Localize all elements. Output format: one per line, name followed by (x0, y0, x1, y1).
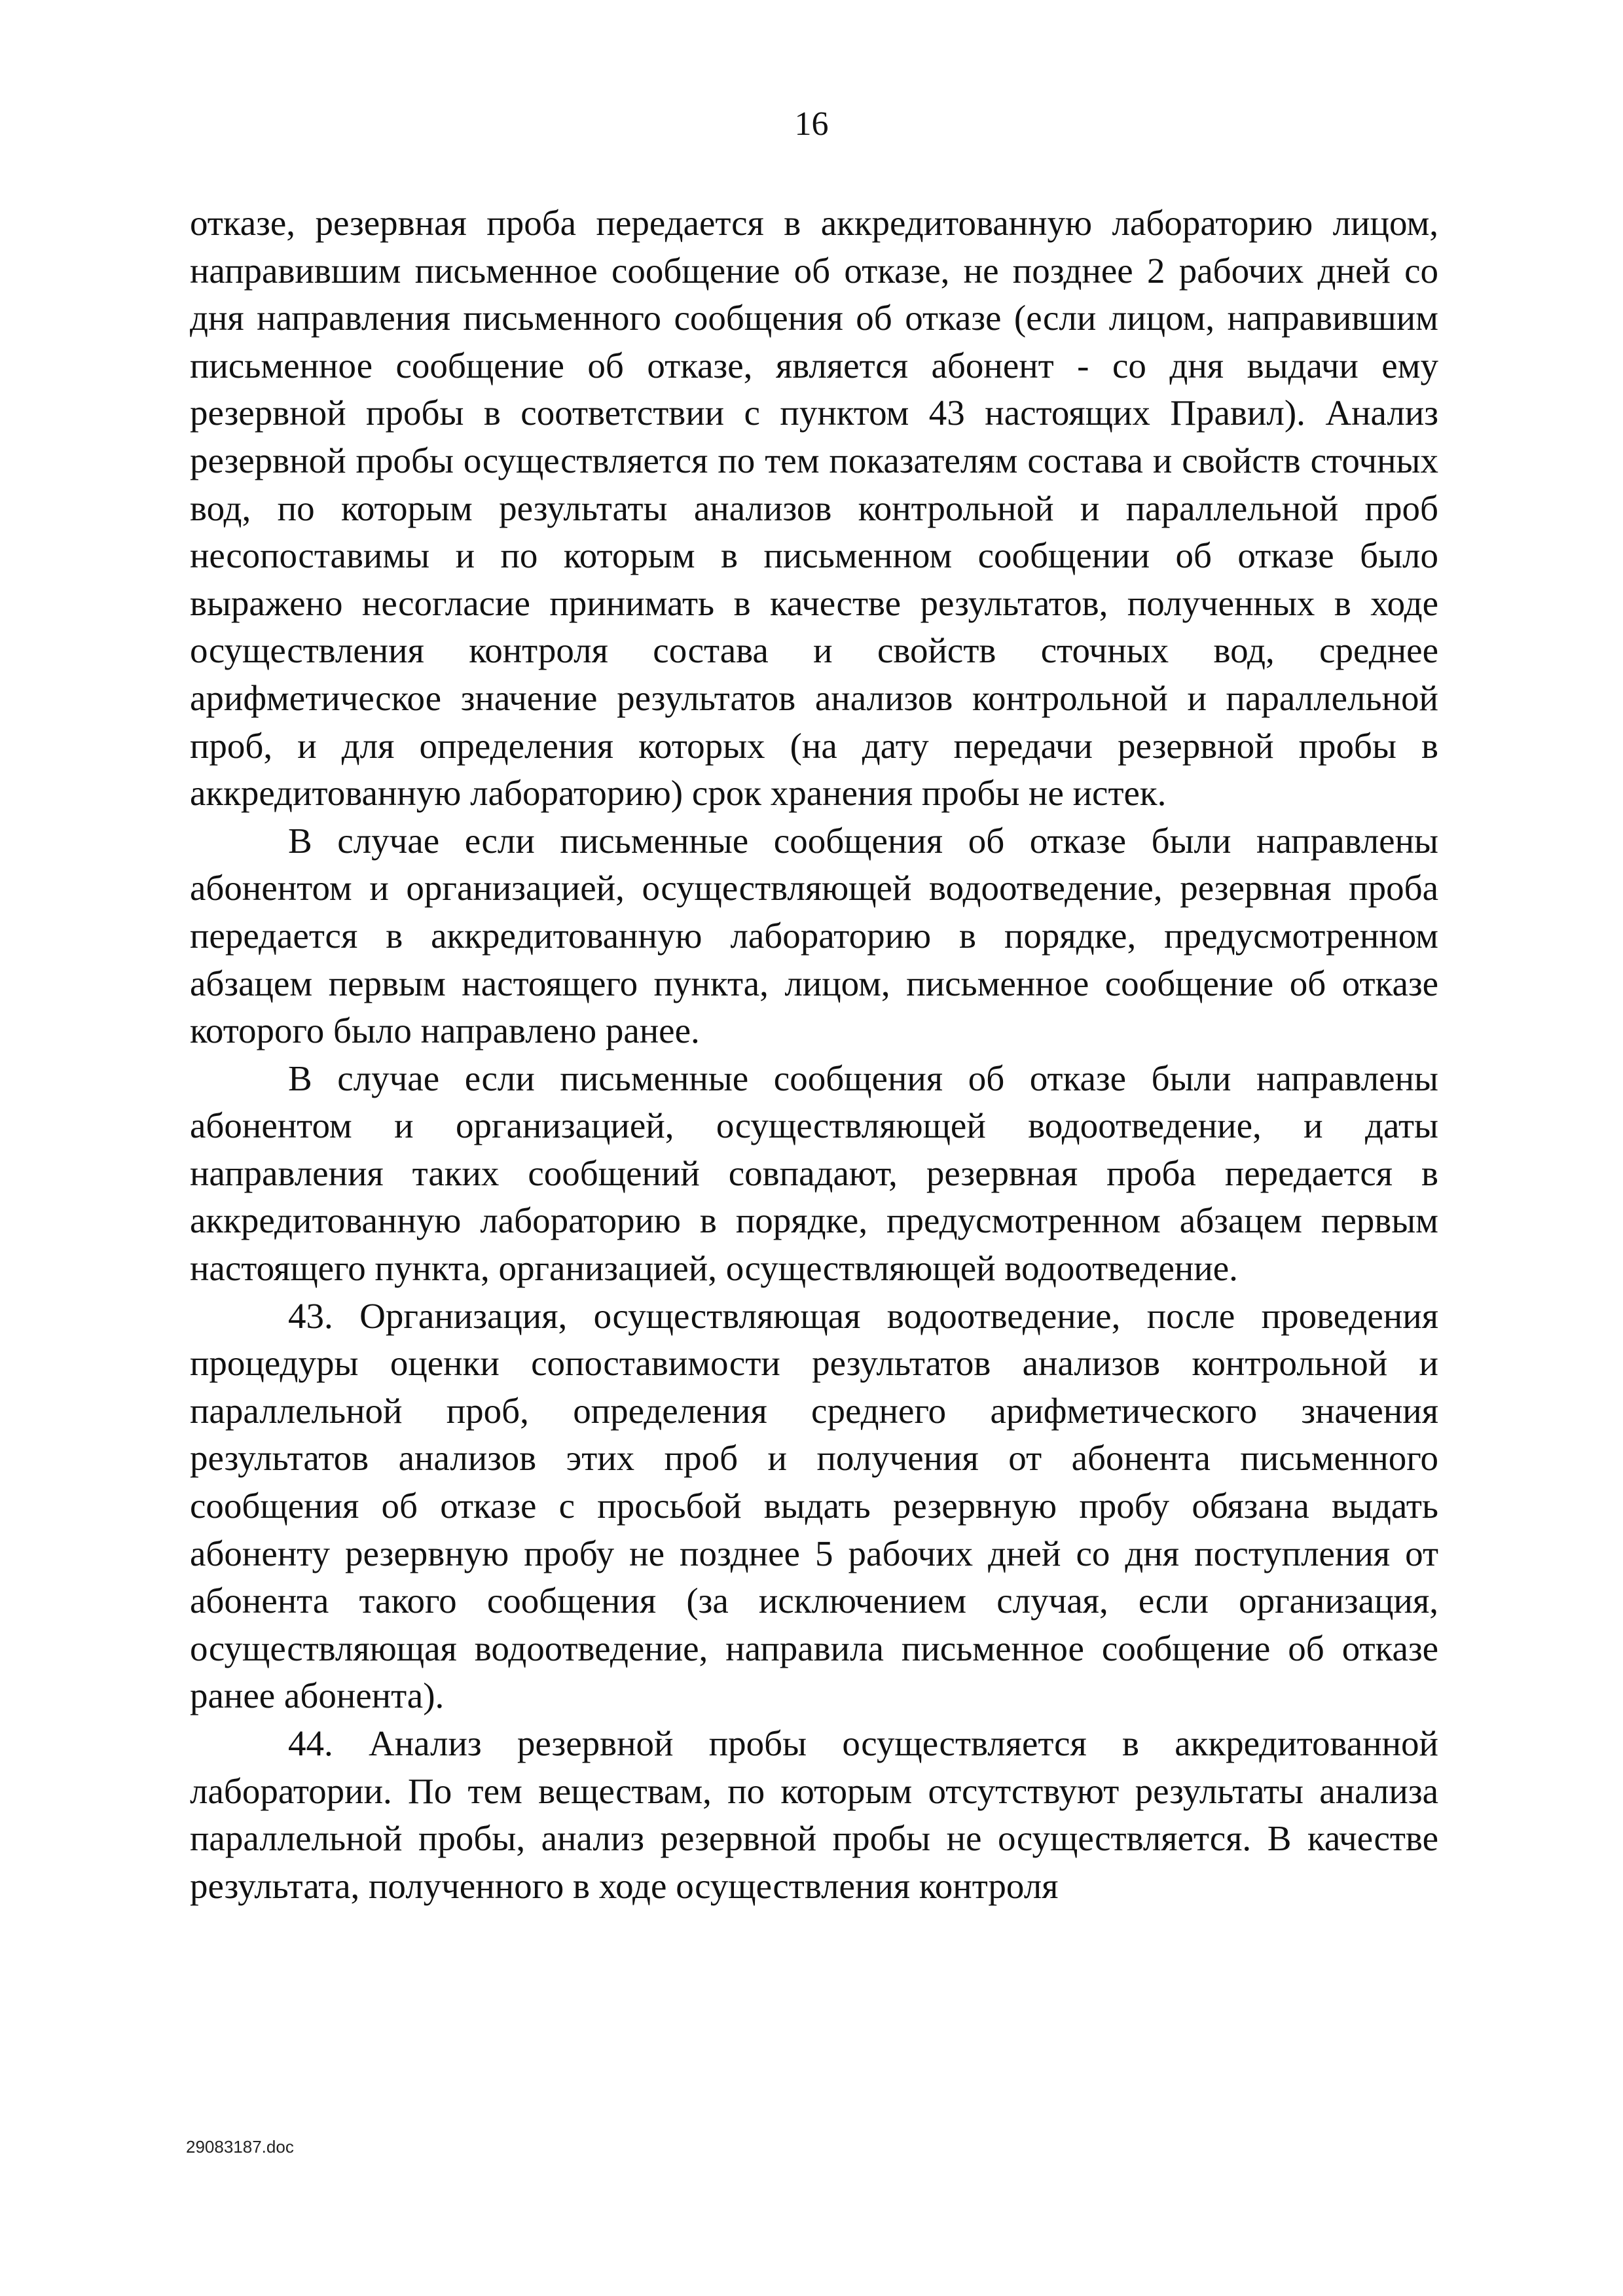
paragraph-clause-43: 43. Организация, осуществляющая водоотведение, после проведения процедуры оценки сопоставимости результатов анализов контрольной и параллельной проб, определения среднего арифметического значения результатов анализов этих проб и получения от абонента письменного сообщения об отказе с просьбой выдать резервную пробу обязана выдать абоненту резервную пробу не позднее 5 рабочих дней со дня поступления от абонента такого сообщения (за исключением случая, если организация, осуществляющая водоотведение, направила письменное сообщение об отказе ранее абонента). (190, 1295, 1438, 1716)
paragraph-continuation: отказе, резервная проба передается в аккредитованную лабораторию лицом, направившим письменное сообщение об отказе, не позднее 2 рабочих дней со дня направления письменного сообщения об отказе (если лицом, направившим письменное сообщение об отказе, является абонент - со дня выдачи ему резервной пробы в соответствии с пунктом 43 настоящих Правил). Анализ резервной пробы осуществляется по тем показателям состава и свойств сточных вод, по которым результаты анализов контрольной и параллельной проб несопоставимы и по которым в письменном сообщении об отказе было выражено несогласие принимать в качестве результатов, полученных в ходе осуществления контроля состава и свойств сточных вод, среднее арифметическое значение результатов анализов контрольной и параллельной проб, и для определения которых (на дату передачи резервной пробы в аккредитованную лабораторию) срок хранения пробы не истек. (190, 203, 1438, 814)
paragraph-clause-44: 44. Анализ резервной пробы осуществляется в аккредитованной лаборатории. По тем веществам, по которым отсутствуют результаты анализа параллельной пробы, анализ резервной пробы не осуществляется. В качестве результата, полученного в ходе осуществления контроля (190, 1723, 1438, 1906)
page-number: 16 (794, 105, 829, 143)
paragraph-earlier-sender: В случае если письменные сообщения об отказе были направлены абонентом и организацией, осуществляющей водоотведение, резервная проба передается в аккредитованную лабораторию в порядке, предусмотренном абзацем первым настоящего пункта, лицом, письменное сообщение об отказе которого было направлено ранее. (190, 820, 1438, 1051)
paragraph-same-date: В случае если письменные сообщения об отказе были направлены абонентом и организацией, осуществляющей водоотведение, и даты направления таких сообщений совпадают, резервная проба передается в аккредитованную лабораторию в порядке, предусмотренном абзацем первым настоящего пункта, организацией, осуществляющей водоотведение. (190, 1058, 1438, 1289)
document-body (190, 200, 1438, 1910)
document-file-name: 29083187.doc (186, 2137, 294, 2157)
